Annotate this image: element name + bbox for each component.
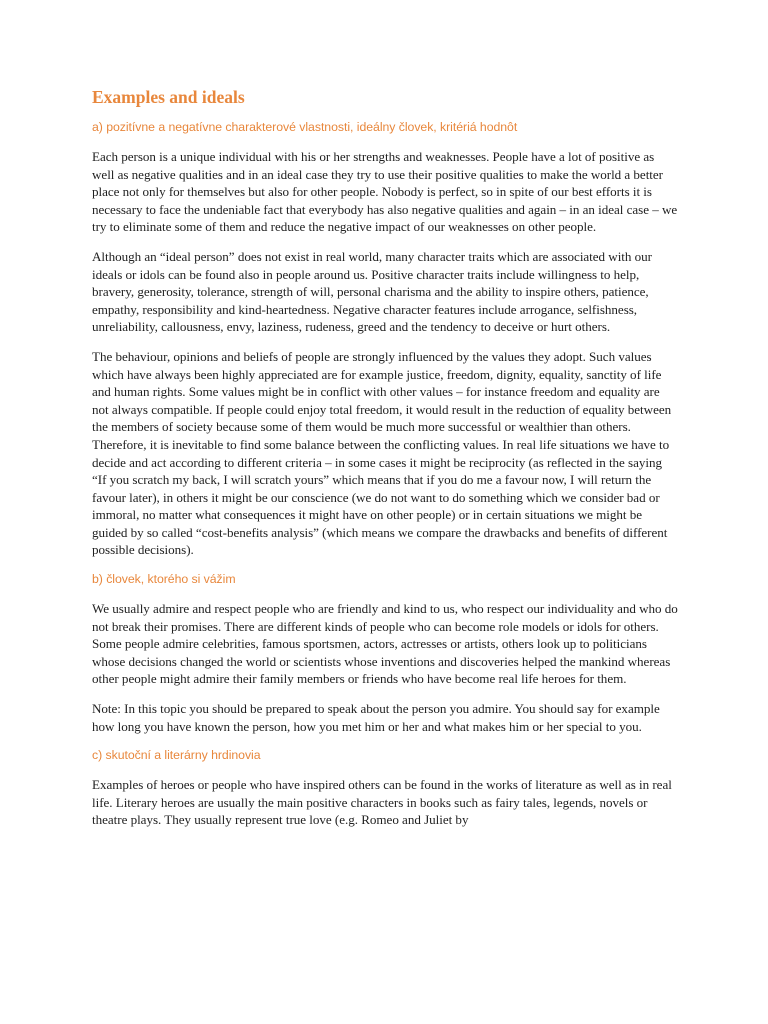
section-a-paragraph-3: The behaviour, opinions and beliefs of people are strongly influenced by the values they adopt. Such values which have always been highly appreciated are for example justice, freedom, dignity, equality, sanctity of life and human rights. Some values might be in conflict with other values – for instance freedom and equality are not always compatible. If people could enjoy total freedom, it would result in the reduction of equality between the members of society because some of them would be much more successful or wealthier than others. Therefore, it is inevitable to find some balance between the conflicting values. In real life situations we have to decide and act according to different criteria – in some cases it might be reciprocity (as reflected in the saying “If you scratch my back, I will scratch yours” which means that if you do me a favour now, I will return the favour later), in others it might be our conscience (we do not want to do something which we consider bad or immoral, no matter what consequences it might have on other people) or in certain situations we might be guided by so called “cost-benefits analysis” (which means we compare the drawbacks and benefits of different possible decisions).	[92, 348, 672, 558]
document-title: Examples and ideals	[92, 87, 245, 107]
section-b-heading: b) človek, ktorého si vážim	[92, 572, 236, 587]
section-c-paragraph-1: Examples of heroes or people who have inspired others can be found in the works of literature as well as in real life. Literary heroes are usually the main positive characters in books such as fairy tales, legends, novels or theatre plays. They usually represent true love (e.g. Romeo and Juliet by	[92, 777, 672, 828]
section-b-paragraph-2: Note: In this topic you should be prepared to speak about the person you admire. You should say for example how long you have known the person, how you met him or her and what makes him or her special to you.	[92, 701, 660, 734]
section-a-paragraph-1: Each person is a unique individual with his or her strengths and weaknesses. People have a lot of positive as well as negative qualities and in an ideal case they try to use their positive qualities to make the world a better place not only for themselves but also for other people. Nobody is perfect, so in spite of our best efforts it is necessary to face the undeniable fact that everybody has also negative qualities and again – in an ideal case – we try to eliminate some of them and reduce the negative impact of our weaknesses on other people.	[92, 149, 678, 235]
section-a-paragraph-2: Although an “ideal person” does not exist in real world, many character traits which are associated with our ideals or idols can be found also in people around us. Positive character traits include willingness to help, bravery, generosity, tolerance, strength of will, personal charisma and the ability to inspire others, patience, empathy, responsibility and kind-heartedness. Negative character features include arrogance, selfishness, unreliability, callousness, envy, laziness, rudeness, greed and the tendency to deceive or hurt others.	[92, 248, 652, 335]
section-a-heading: a) pozitívne a negatívne charakterové vlastnosti, ideálny človek, kritériá hodnôt	[92, 120, 518, 134]
section-b-paragraph-1: We usually admire and respect people who are friendly and kind to us, who respect our individuality and who do not break their promises. There are different kinds of people who can become role models or idols for others. Some people admire celebrities, famous sportsmen, actors, actresses or artists, others look up to politicians whose decisions changed the world or scientists whose inventions and discoveries helped the mankind whereas other people might admire their family members or friends who have become real life heroes for them.	[92, 601, 678, 687]
section-c-heading: c) skutoční a literárny hrdinovia	[92, 748, 261, 763]
